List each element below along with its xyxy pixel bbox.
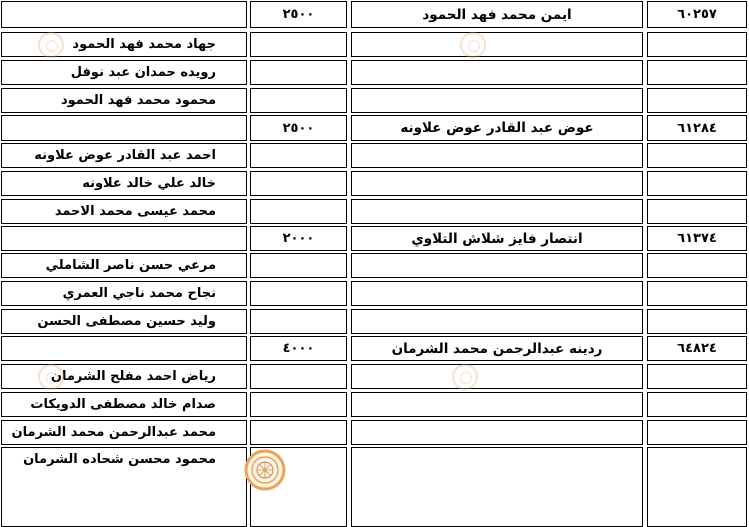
empty-cell <box>250 88 347 113</box>
amount-cell <box>250 1 347 28</box>
id-number: ٦٠٢٥٧ <box>677 7 717 22</box>
primary-name: انتصار فايز شلاش التلاوي <box>411 230 583 247</box>
member-name-cell <box>1 420 247 445</box>
member-row <box>0 32 749 57</box>
group-header-row <box>0 336 749 361</box>
member-row <box>0 199 749 224</box>
ministry-seal-logo <box>243 448 287 492</box>
empty-cell <box>647 364 747 389</box>
members-cell-empty <box>1 115 247 141</box>
primary-name-cell <box>351 336 643 361</box>
member-row <box>0 143 749 168</box>
empty-cell <box>351 60 643 85</box>
empty-cell <box>647 88 747 113</box>
empty-cell <box>351 171 643 196</box>
member-name: محمد عبدالرحمن محمد الشرمان <box>11 425 216 440</box>
member-name: رياض احمد مفلح الشرمان <box>50 369 216 384</box>
member-row <box>0 392 749 417</box>
amount-cell <box>250 336 347 361</box>
empty-cell <box>250 32 347 57</box>
amount-cell <box>250 226 347 251</box>
id-cell <box>647 226 747 251</box>
amount-value: ٤٠٠٠ <box>282 341 315 356</box>
empty-cell <box>250 199 347 224</box>
members-cell-empty <box>1 1 247 28</box>
empty-cell <box>250 171 347 196</box>
primary-name-cell <box>351 1 643 28</box>
empty-cell <box>647 281 747 306</box>
empty-cell <box>351 420 643 445</box>
member-name: جهاد محمد فهد الحمود <box>72 37 216 52</box>
member-name-cell <box>1 253 247 278</box>
empty-cell <box>250 60 347 85</box>
member-name: محمود محمد فهد الحمود <box>60 93 216 108</box>
member-row <box>0 364 749 389</box>
empty-cell <box>351 364 643 389</box>
primary-name: ردينه عبدالرحمن محمد الشرمان <box>391 340 603 357</box>
member-name: محمد عيسى محمد الاحمد <box>54 204 216 219</box>
member-row <box>0 447 749 527</box>
empty-cell <box>351 309 643 334</box>
group-header-row <box>0 1 749 28</box>
member-name: وليد حسين مصطفى الحسن <box>37 314 216 329</box>
primary-name-cell <box>351 115 643 141</box>
primary-name: ايمن محمد فهد الحمود <box>422 6 572 23</box>
empty-cell <box>250 143 347 168</box>
member-row <box>0 88 749 113</box>
member-name: رويده حمدان عبد نوفل <box>70 65 216 80</box>
watermark-seal <box>38 364 64 390</box>
id-number: ٦١٣٧٤ <box>677 231 717 246</box>
empty-cell <box>351 143 643 168</box>
empty-cell <box>250 392 347 417</box>
members-cell-empty <box>1 336 247 361</box>
member-row <box>0 281 749 306</box>
member-name-cell <box>1 309 247 334</box>
id-cell <box>647 336 747 361</box>
empty-cell <box>647 392 747 417</box>
watermark-seal <box>460 32 486 58</box>
member-row <box>0 420 749 445</box>
member-row <box>0 253 749 278</box>
empty-cell <box>647 143 747 168</box>
empty-cell <box>647 32 747 57</box>
empty-cell <box>250 309 347 334</box>
empty-cell <box>647 253 747 278</box>
empty-cell <box>250 253 347 278</box>
primary-name: عوض عبد القادر عوض علاونه <box>400 120 594 136</box>
member-name: مرعي حسن ناصر الشاملي <box>45 258 216 273</box>
member-row <box>0 60 749 85</box>
empty-cell <box>647 309 747 334</box>
empty-cell <box>647 447 747 527</box>
empty-cell <box>351 32 643 57</box>
empty-cell <box>250 420 347 445</box>
empty-cell <box>351 199 643 224</box>
empty-cell <box>250 364 347 389</box>
members-cell-empty <box>1 226 247 251</box>
member-name-cell <box>1 88 247 113</box>
watermark-seal <box>452 364 478 390</box>
id-cell <box>647 115 747 141</box>
empty-cell <box>647 199 747 224</box>
member-name-cell <box>1 143 247 168</box>
id-number: ٦٤٨٢٤ <box>677 341 717 356</box>
empty-cell <box>647 60 747 85</box>
empty-cell <box>351 281 643 306</box>
amount-value: ٢٠٠٠ <box>282 231 315 246</box>
member-row <box>0 171 749 196</box>
member-name: احمد عبد القادر عوض علاونه <box>34 148 216 163</box>
id-number: ٦١٢٨٤ <box>677 120 717 136</box>
amount-cell <box>250 115 347 141</box>
empty-cell <box>351 253 643 278</box>
member-name: خالد علي خالد علاونه <box>82 176 216 191</box>
id-cell <box>647 1 747 28</box>
empty-cell <box>647 420 747 445</box>
member-name-cell <box>1 447 247 527</box>
member-name: نجاح محمد ناجي العمري <box>62 286 216 301</box>
member-name-cell <box>1 281 247 306</box>
primary-name-cell <box>351 226 643 251</box>
member-name: صدام خالد مصطفى الدويكات <box>30 397 216 412</box>
watermark-seal <box>38 32 64 58</box>
member-name-cell <box>1 392 247 417</box>
empty-cell <box>250 281 347 306</box>
empty-cell <box>647 171 747 196</box>
member-name-cell <box>1 199 247 224</box>
empty-cell <box>351 88 643 113</box>
member-name-cell <box>1 60 247 85</box>
amount-value: ٢٥٠٠ <box>282 120 315 136</box>
group-header-row <box>0 115 749 141</box>
group-header-row <box>0 226 749 251</box>
empty-cell <box>351 392 643 417</box>
empty-cell <box>351 447 643 527</box>
member-row <box>0 309 749 334</box>
member-name: محمود محسن شحاده الشرمان <box>23 452 216 467</box>
member-name-cell <box>1 171 247 196</box>
amount-value: ٢٥٠٠ <box>282 7 315 22</box>
